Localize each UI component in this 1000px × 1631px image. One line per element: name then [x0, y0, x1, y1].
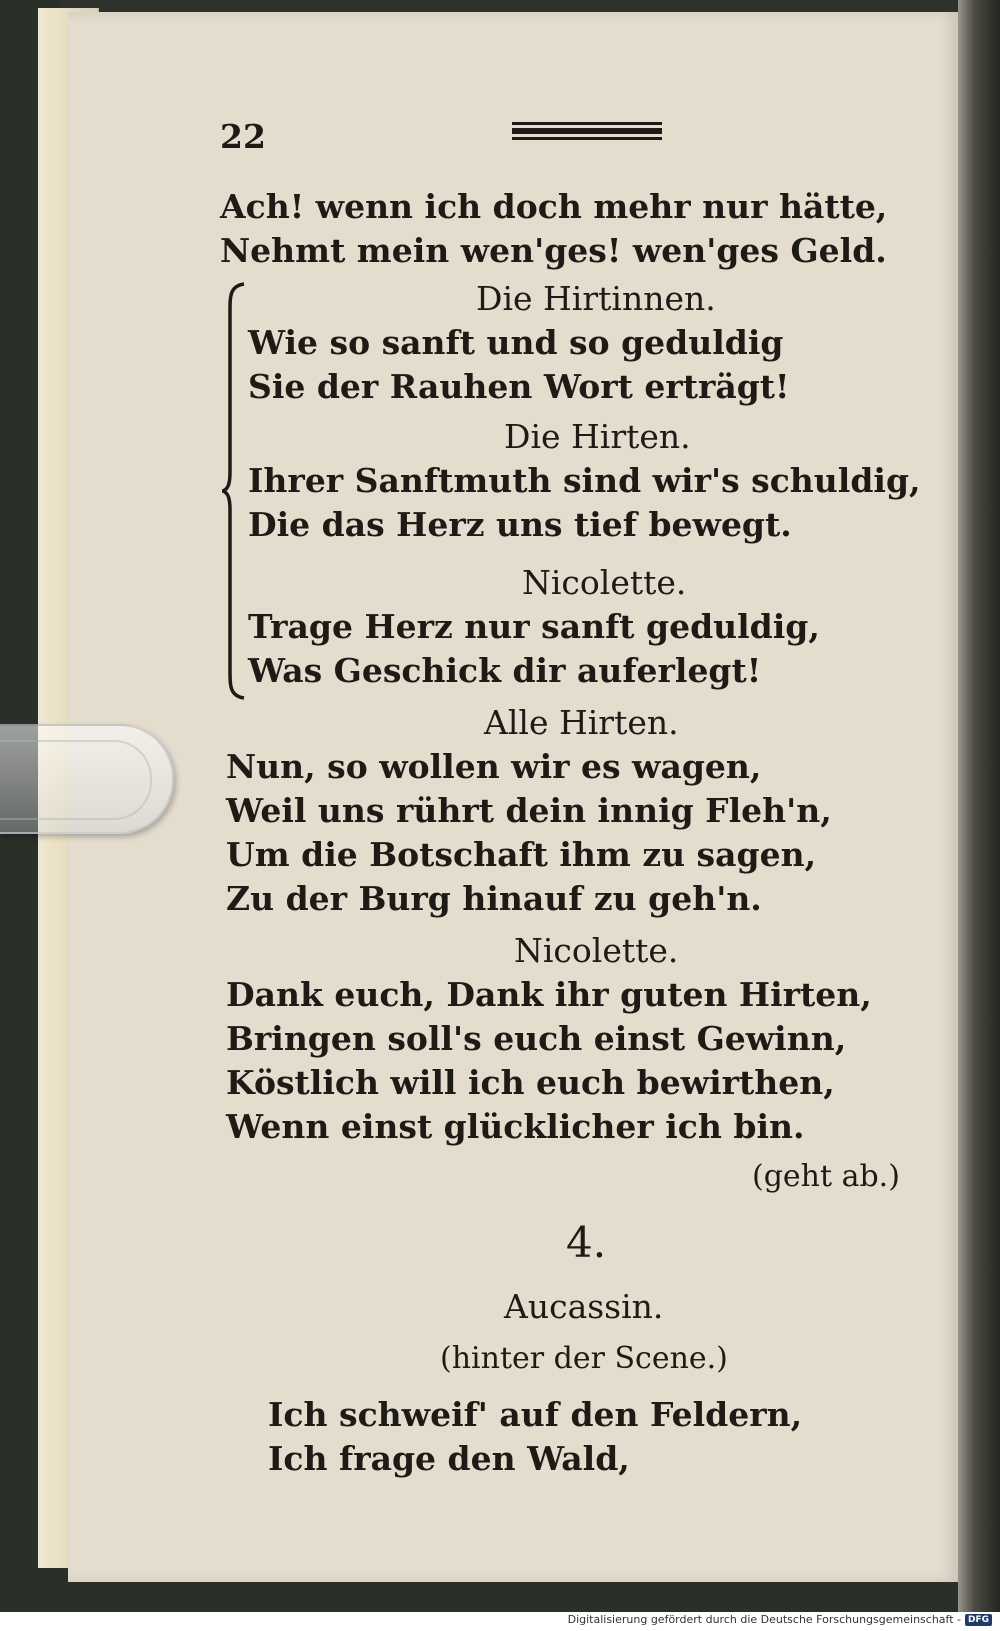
verse-line: Ich schweif' auf den Feldern,	[268, 1395, 803, 1434]
verse-line: Um die Botschaft ihm zu sagen,	[226, 835, 817, 874]
credit-text: Digitalisierung gefördert durch die Deutsche Forschungsgemeinschaft -	[567, 1613, 961, 1626]
digitization-credit	[568, 1613, 992, 1626]
verse-line: Dank euch, Dank ihr guten Hirten,	[226, 975, 872, 1014]
speaker-heading: Alle Hirten.	[484, 703, 679, 742]
stage-direction: (geht ab.)	[752, 1159, 900, 1194]
speaker-heading: Die Hirten.	[504, 417, 691, 456]
verse-line: Ihrer Sanftmuth sind wir's schuldig,	[248, 461, 921, 500]
scene-number: 4.	[566, 1218, 607, 1267]
verse-line: Köstlich will ich euch bewirthen,	[226, 1063, 835, 1102]
curly-brace-icon	[222, 282, 246, 700]
verse-line: Nun, so wollen wir es wagen,	[226, 747, 762, 786]
speaker-heading: Die Hirtinnen.	[476, 279, 716, 318]
verse-line: Weil uns rührt dein innig Fleh'n,	[226, 791, 832, 830]
verse-line: Trage Herz nur sanft geduldig,	[248, 607, 820, 646]
verse-line: Bringen soll's euch einst Gewinn,	[226, 1019, 847, 1058]
dfg-logo: DFG	[965, 1614, 992, 1626]
bookmark-clip	[0, 724, 174, 834]
verse-line: Nehmt mein wen'ges! wen'ges Geld.	[220, 231, 887, 270]
header-ornament-rule	[512, 122, 662, 144]
speaker-heading: Nicolette.	[522, 563, 687, 602]
stage-direction: (hinter der Scene.)	[440, 1341, 728, 1376]
verse-line: Sie der Rauhen Wort erträgt!	[248, 367, 790, 406]
verse-line: Wie so sanft und so geduldig	[248, 323, 784, 362]
verse-line: Ach! wenn ich doch mehr nur hätte,	[220, 187, 888, 226]
speaker-heading: Nicolette.	[514, 931, 679, 970]
gutter-shadow	[958, 0, 1000, 1631]
verse-line: Wenn einst glücklicher ich bin.	[226, 1107, 805, 1146]
speaker-heading: Aucassin.	[504, 1287, 664, 1326]
verse-line: Ich frage den Wald,	[268, 1439, 630, 1478]
verse-line: Zu der Burg hinauf zu geh'n.	[226, 879, 762, 918]
verse-line: Was Geschick dir auferlegt!	[248, 651, 762, 690]
verse-line: Die das Herz uns tief bewegt.	[248, 505, 792, 544]
page-number: 22	[220, 117, 266, 156]
